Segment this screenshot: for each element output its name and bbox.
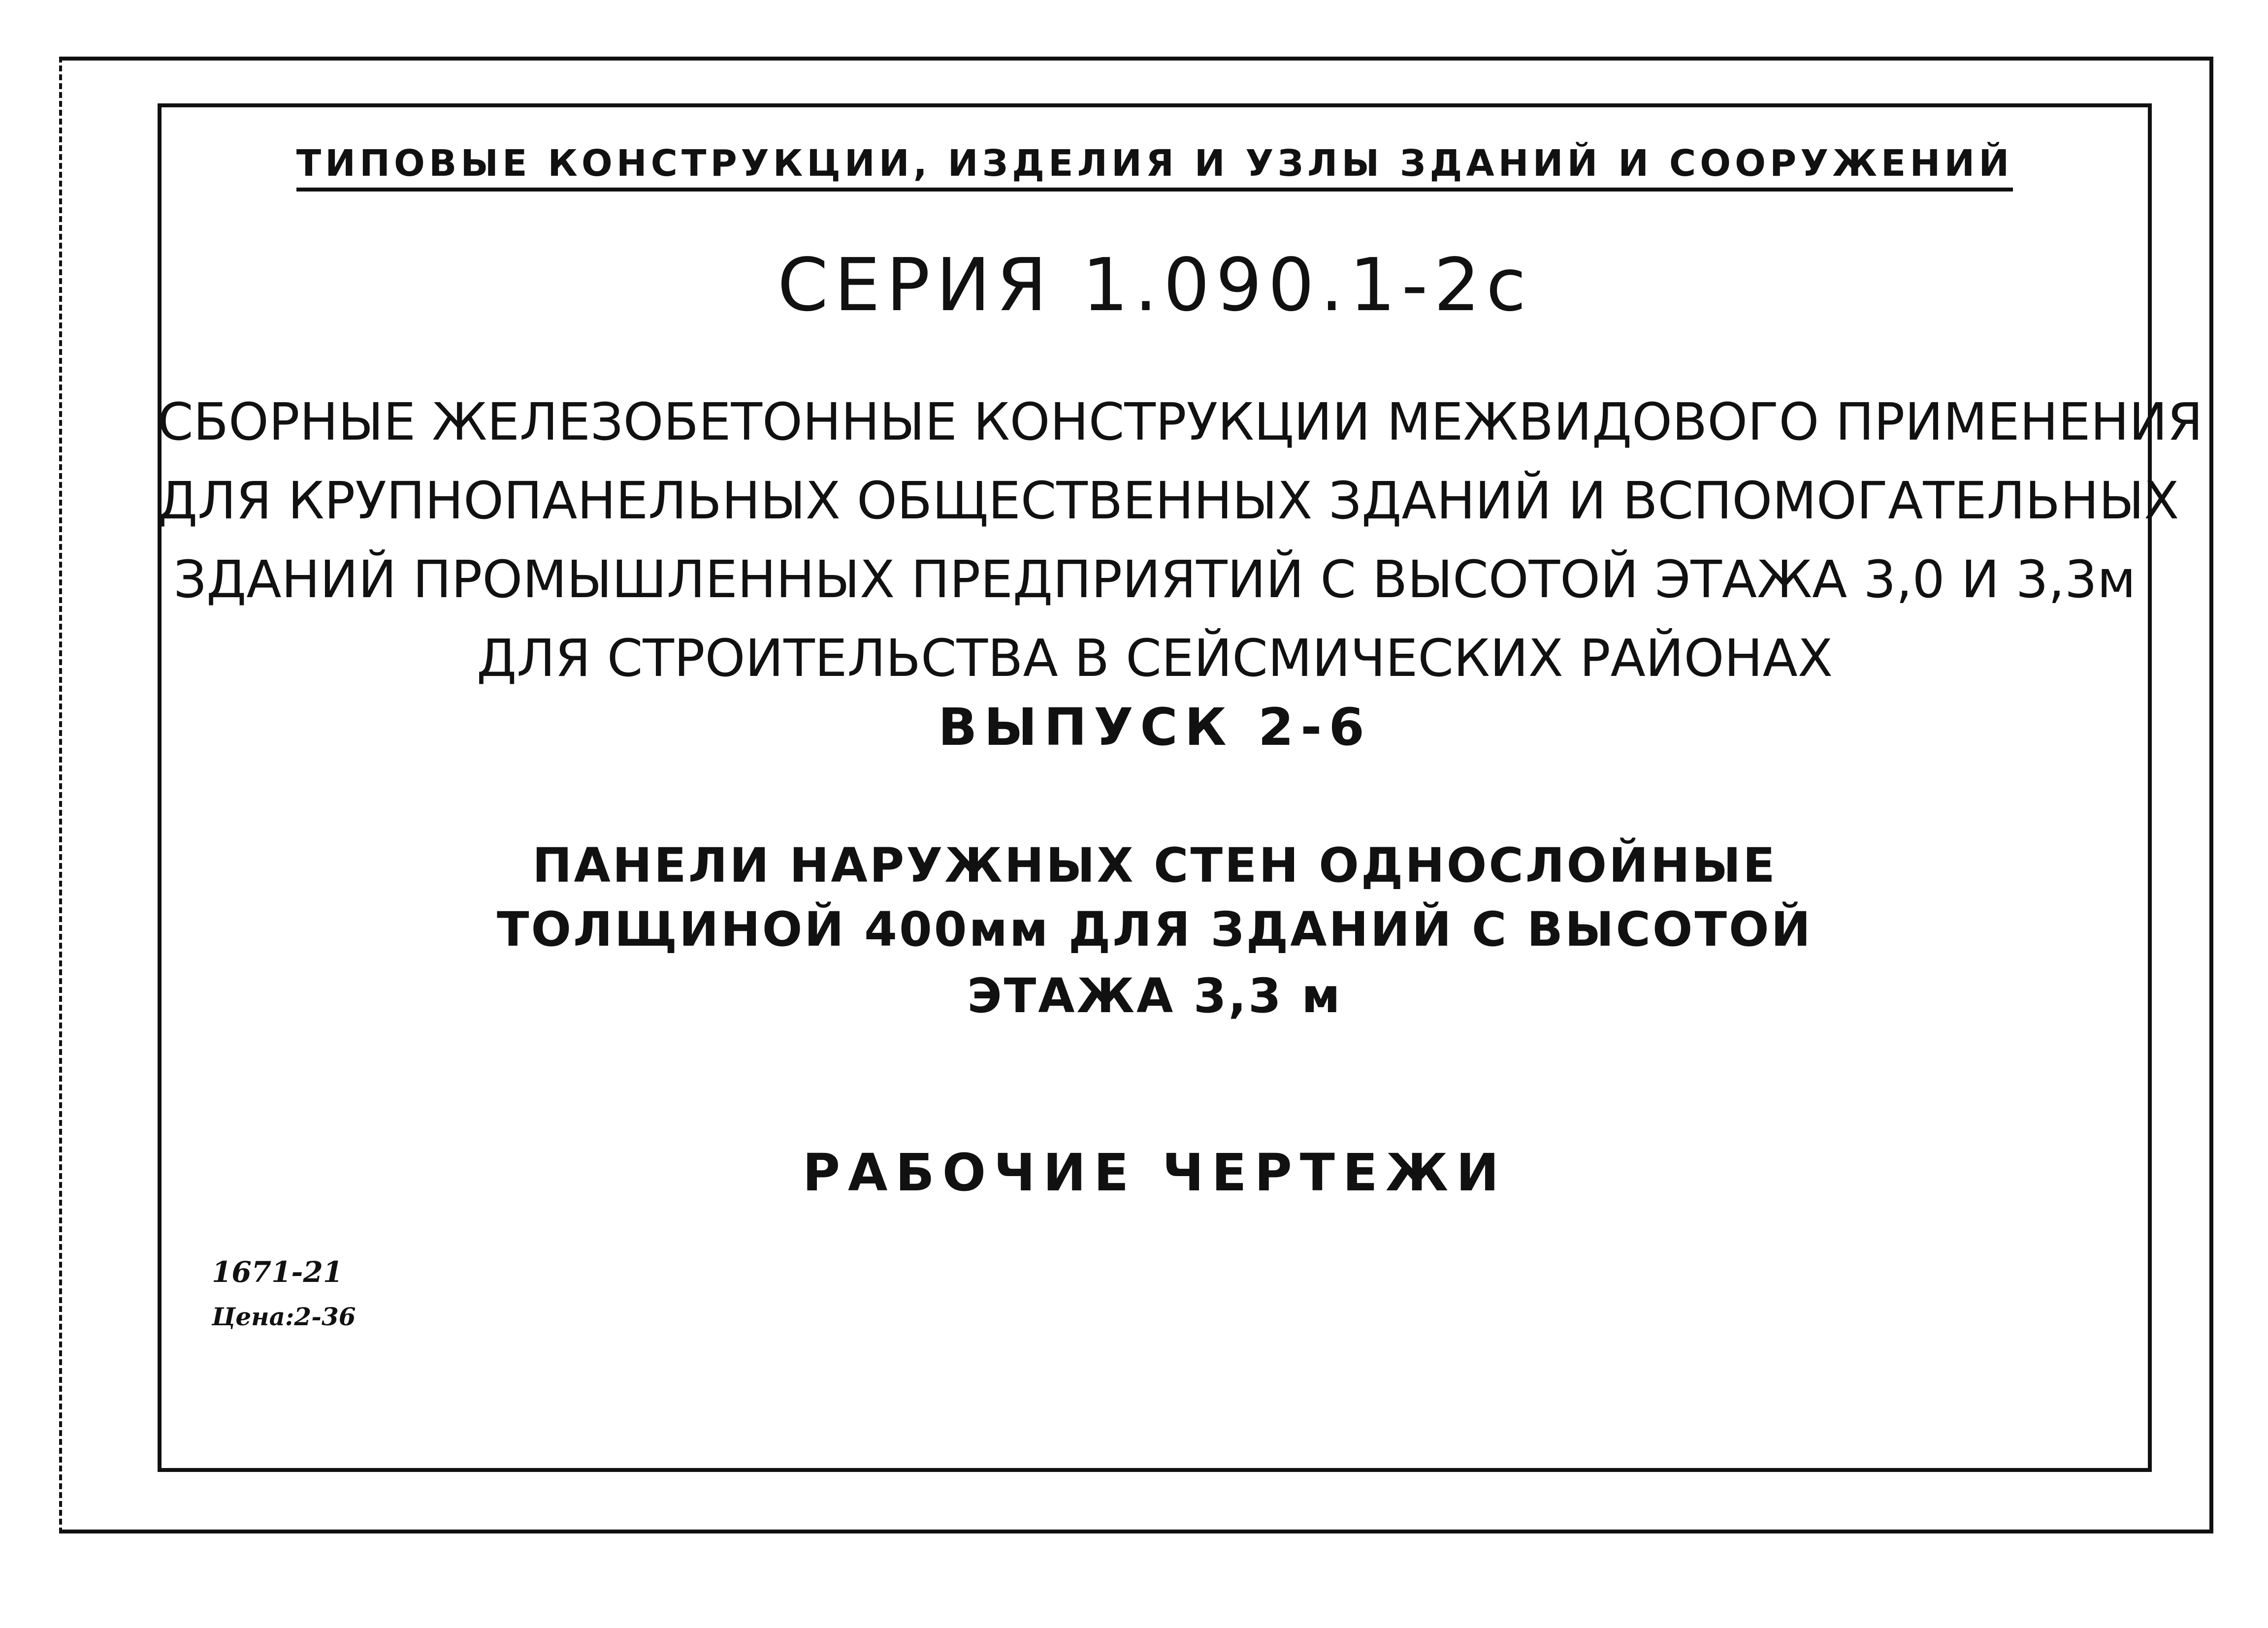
title-line-4: ДЛЯ СТРОИТЕЛЬСТВА В СЕЙСМИЧЕСКИХ РАЙОНАХ — [476, 628, 1833, 688]
document-header — [158, 142, 2152, 185]
series-title: СЕРИЯ 1.090.1-2с — [777, 243, 1532, 327]
issue-number: ВЫПУСК 2-6 — [938, 697, 1371, 757]
handwritten-price: Цена:2-36 — [212, 1302, 356, 1331]
subtitle-line-1: ПАНЕЛИ НАРУЖНЫХ СТЕН ОДНОСЛОЙНЫЕ — [532, 838, 1777, 893]
title-line-3: ЗДАНИЙ ПРОМЫШЛЕННЫХ ПРЕДПРИЯТИЙ С ВЫСОТОЙ ЭТАЖА 3,0 И 3,3м — [173, 549, 2136, 609]
subtitle-line-3: ЭТАЖА 3,3 м — [967, 968, 1342, 1023]
subtitle-line-2: ТОЛЩИНОЙ 400мм ДЛЯ ЗДАНИЙ С ВЫСОТОЙ — [497, 902, 1813, 957]
handwritten-code: 1671-21 — [212, 1255, 343, 1289]
title-line-1: СБОРНЫЕ ЖЕЛЕЗОБЕТОННЫЕ КОНСТРУКЦИИ МЕЖВИДОВОГО ПРИМЕНЕНИЯ — [158, 392, 2203, 452]
title-line-2: ДЛЯ КРУПНОПАНЕЛЬНЫХ ОБЩЕСТВЕННЫХ ЗДАНИЙ И ВСПОМОГАТЕЛЬНЫХ — [158, 471, 2179, 531]
working-drawings-label: РАБОЧИЕ ЧЕРТЕЖИ — [802, 1143, 1507, 1203]
header-text: ТИПОВЫЕ КОНСТРУКЦИИ, ИЗДЕЛИЯ И УЗЛЫ ЗДАНИЙ И СООРУЖЕНИЙ — [296, 142, 2013, 192]
